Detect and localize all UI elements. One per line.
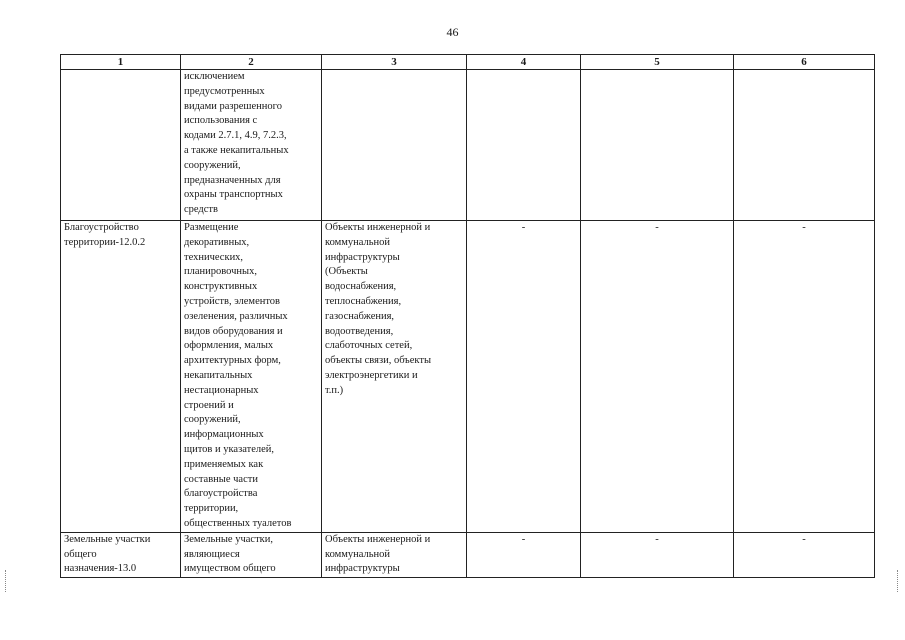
header-col-1: 1 [61, 55, 181, 70]
zoning-table [60, 54, 875, 578]
cell-col-4 [467, 70, 581, 221]
header-col-5: 5 [581, 55, 734, 70]
cell-auxiliary-use [322, 70, 467, 221]
page-number: 46 [446, 25, 459, 39]
cell-land-use-name: Земельные участки общего назначения-13.0 [61, 532, 181, 577]
cell-col-4: - [467, 532, 581, 577]
cell-land-use-description: Размещение декоративных, технических, планировочных, конструктивных устройств, элементов озеленения, различных видов оборудования и оформления, малых архитектурных форм, некапитальных нестационарных строений и сооружений, информационных щитов и указателей, применяемых как составные части благоустройства территории, общественных туалетов [181, 221, 322, 533]
header-col-6: 6 [734, 55, 875, 70]
header-col-3: 3 [322, 55, 467, 70]
cell-col-6 [734, 70, 875, 221]
cell-auxiliary-use: Объекты инженерной и коммунальной инфраструктуры (Объекты водоснабжения, теплоснабжения, газоснабжения, водоотведения, слаботочных сетей, объекты связи, объекты электроэнергетики и т.п.) [322, 221, 467, 533]
cell-land-use-name: Благоустройство территории-12.0.2 [61, 221, 181, 533]
cell-col-6: - [734, 221, 875, 533]
cell-auxiliary-use: Объекты инженерной и коммунальной инфраструктуры [322, 532, 467, 577]
table-row [61, 532, 875, 577]
cell-land-use-description: Земельные участки, являющиеся имуществом общего [181, 532, 322, 577]
right-margin-mark [897, 570, 900, 592]
table-header-row [61, 55, 875, 70]
cell-col-5: - [581, 532, 734, 577]
table-row [61, 221, 875, 533]
header-col-4: 4 [467, 55, 581, 70]
left-margin-mark [5, 570, 8, 592]
table-row [61, 70, 875, 221]
cell-land-use-description: исключением предусмотренных видами разрешенного использования с кодами 2.7.1, 4.9, 7.2.3, а также некапитальных сооружений, предназначенных для охраны транспортных средств [181, 70, 322, 221]
cell-col-6: - [734, 532, 875, 577]
cell-col-5: - [581, 221, 734, 533]
header-col-2: 2 [181, 55, 322, 70]
cell-col-4: - [467, 221, 581, 533]
cell-col-5 [581, 70, 734, 221]
cell-land-use-name [61, 70, 181, 221]
